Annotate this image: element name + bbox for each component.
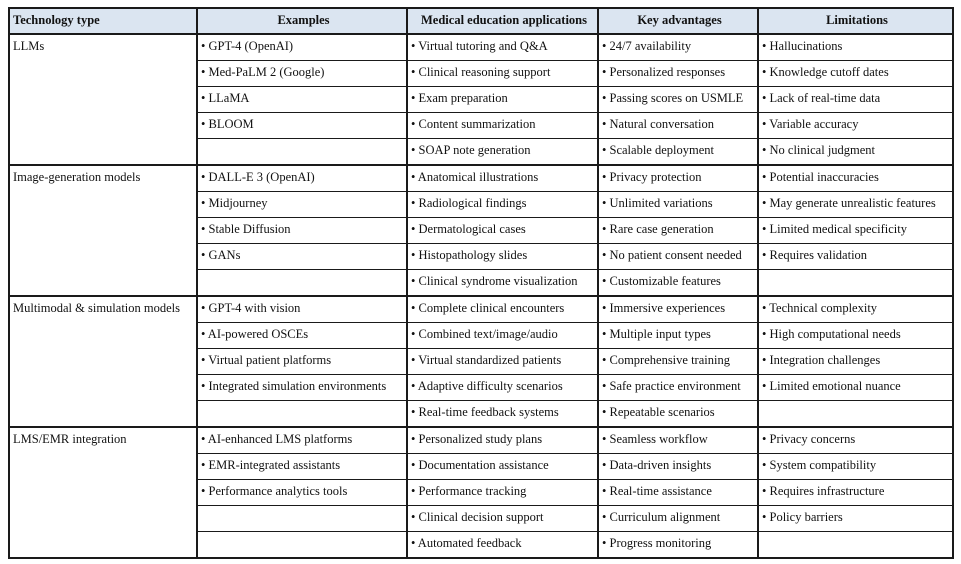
application-cell: • Clinical decision support: [407, 506, 598, 532]
example-cell: • Integrated simulation environments: [197, 375, 407, 401]
advantage-cell: • Rare case generation: [598, 218, 758, 244]
example-cell: • Virtual patient platforms: [197, 349, 407, 375]
application-cell: • Documentation assistance: [407, 454, 598, 480]
advantage-cell: • Immersive experiences: [598, 296, 758, 323]
limitation-cell: • High computational needs: [758, 323, 953, 349]
technology-type-cell: Image-generation models: [9, 165, 197, 296]
header-advantages: Key advantages: [598, 8, 758, 34]
example-cell: [197, 532, 407, 559]
limitation-cell: • Technical complexity: [758, 296, 953, 323]
advantage-cell: • Natural conversation: [598, 113, 758, 139]
advantage-cell: • Privacy protection: [598, 165, 758, 192]
example-cell: • AI-enhanced LMS platforms: [197, 427, 407, 454]
application-cell: • Clinical reasoning support: [407, 61, 598, 87]
limitation-cell: • Limited medical specificity: [758, 218, 953, 244]
technology-type-cell: LLMs: [9, 34, 197, 165]
limitation-cell: • Variable accuracy: [758, 113, 953, 139]
limitation-cell: • Policy barriers: [758, 506, 953, 532]
example-cell: • Stable Diffusion: [197, 218, 407, 244]
application-cell: • SOAP note generation: [407, 139, 598, 166]
advantage-cell: • Passing scores on USMLE: [598, 87, 758, 113]
table-body: [9, 34, 953, 558]
advantage-cell: • Unlimited variations: [598, 192, 758, 218]
advantage-cell: • Personalized responses: [598, 61, 758, 87]
limitation-cell: • Requires infrastructure: [758, 480, 953, 506]
example-cell: • EMR-integrated assistants: [197, 454, 407, 480]
application-cell: • Real-time feedback systems: [407, 401, 598, 428]
application-cell: • Clinical syndrome visualization: [407, 270, 598, 297]
application-cell: • Adaptive difficulty scenarios: [407, 375, 598, 401]
limitation-cell: [758, 532, 953, 559]
application-cell: • Combined text/image/audio: [407, 323, 598, 349]
example-cell: [197, 401, 407, 428]
header-limitations: Limitations: [758, 8, 953, 34]
advantage-cell: • Progress monitoring: [598, 532, 758, 559]
example-cell: • Med-PaLM 2 (Google): [197, 61, 407, 87]
example-cell: [197, 139, 407, 166]
limitation-cell: • May generate unrealistic features: [758, 192, 953, 218]
header-applications: Medical education applications: [407, 8, 598, 34]
example-cell: • GANs: [197, 244, 407, 270]
technology-table: [8, 7, 954, 559]
header-technology-type: Technology type: [9, 8, 197, 34]
advantage-cell: • No patient consent needed: [598, 244, 758, 270]
table-row: [9, 165, 953, 192]
application-cell: • Exam preparation: [407, 87, 598, 113]
advantage-cell: • Data-driven insights: [598, 454, 758, 480]
header-row: [9, 8, 953, 34]
limitation-cell: • Knowledge cutoff dates: [758, 61, 953, 87]
application-cell: • Performance tracking: [407, 480, 598, 506]
application-cell: • Virtual tutoring and Q&A: [407, 34, 598, 61]
header-examples: Examples: [197, 8, 407, 34]
advantage-cell: • Scalable deployment: [598, 139, 758, 166]
table-row: [9, 296, 953, 323]
limitation-cell: • Privacy concerns: [758, 427, 953, 454]
table-row: [9, 34, 953, 61]
application-cell: • Radiological findings: [407, 192, 598, 218]
limitation-cell: • Requires validation: [758, 244, 953, 270]
advantage-cell: • Repeatable scenarios: [598, 401, 758, 428]
limitation-cell: • System compatibility: [758, 454, 953, 480]
advantage-cell: • Comprehensive training: [598, 349, 758, 375]
limitation-cell: • Hallucinations: [758, 34, 953, 61]
advantage-cell: • Safe practice environment: [598, 375, 758, 401]
advantage-cell: • 24/7 availability: [598, 34, 758, 61]
application-cell: • Dermatological cases: [407, 218, 598, 244]
application-cell: • Personalized study plans: [407, 427, 598, 454]
example-cell: • BLOOM: [197, 113, 407, 139]
example-cell: • GPT-4 with vision: [197, 296, 407, 323]
limitation-cell: • Potential inaccuracies: [758, 165, 953, 192]
limitation-cell: • Lack of real-time data: [758, 87, 953, 113]
example-cell: • Midjourney: [197, 192, 407, 218]
application-cell: • Automated feedback: [407, 532, 598, 559]
advantage-cell: • Real-time assistance: [598, 480, 758, 506]
example-cell: • GPT-4 (OpenAI): [197, 34, 407, 61]
example-cell: • AI-powered OSCEs: [197, 323, 407, 349]
application-cell: • Histopathology slides: [407, 244, 598, 270]
limitation-cell: [758, 401, 953, 428]
application-cell: • Anatomical illustrations: [407, 165, 598, 192]
example-cell: • DALL-E 3 (OpenAI): [197, 165, 407, 192]
advantage-cell: • Curriculum alignment: [598, 506, 758, 532]
technology-type-cell: LMS/EMR integration: [9, 427, 197, 558]
application-cell: • Complete clinical encounters: [407, 296, 598, 323]
application-cell: • Content summarization: [407, 113, 598, 139]
limitation-cell: [758, 270, 953, 297]
technology-type-cell: Multimodal & simulation models: [9, 296, 197, 427]
advantage-cell: • Multiple input types: [598, 323, 758, 349]
limitation-cell: • Limited emotional nuance: [758, 375, 953, 401]
example-cell: • LLaMA: [197, 87, 407, 113]
example-cell: [197, 270, 407, 297]
advantage-cell: • Seamless workflow: [598, 427, 758, 454]
advantage-cell: • Customizable features: [598, 270, 758, 297]
example-cell: [197, 506, 407, 532]
table-row: [9, 427, 953, 454]
example-cell: • Performance analytics tools: [197, 480, 407, 506]
application-cell: • Virtual standardized patients: [407, 349, 598, 375]
limitation-cell: • No clinical judgment: [758, 139, 953, 166]
limitation-cell: • Integration challenges: [758, 349, 953, 375]
